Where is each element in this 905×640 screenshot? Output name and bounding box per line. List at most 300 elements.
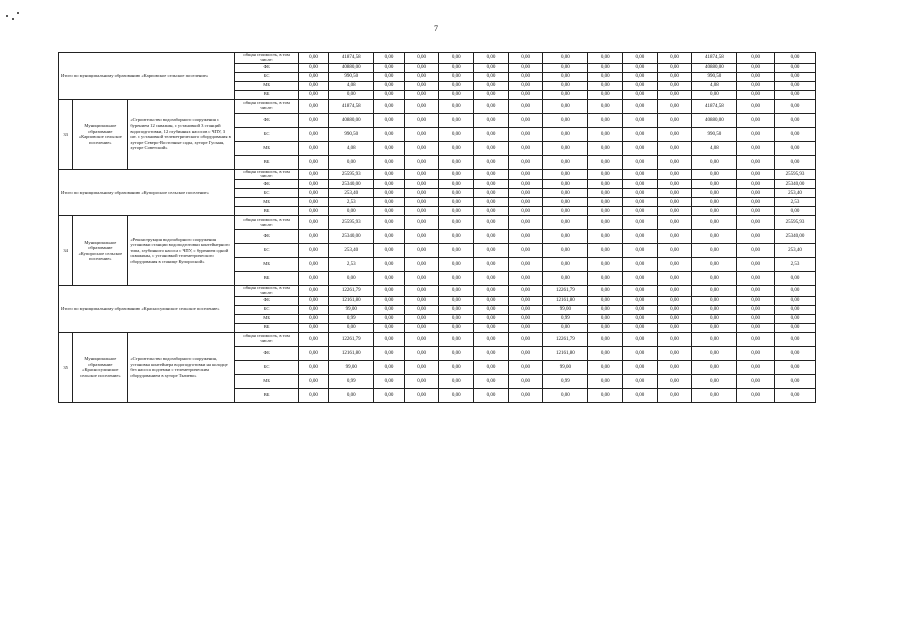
value-cell: 0,00 [508,207,543,216]
value-cell: 25595,93 [329,169,374,180]
value-cell: 0,00 [439,180,474,189]
value-cell: 0,00 [737,332,775,346]
value-cell: 0,00 [474,314,509,323]
value-cell: 0,00 [623,360,658,374]
value-cell: 0,00 [404,346,439,360]
value-cell: 0,00 [657,360,692,374]
value-cell: 0,00 [374,388,405,402]
value-cell: 0,00 [439,216,474,230]
value-cell: 0,00 [374,286,405,297]
value-cell: 0,00 [774,113,815,127]
funding-type: ВБ [235,155,298,169]
value-cell: 2,53 [329,258,374,272]
value-cell: 0,00 [298,63,329,72]
value-cell: 2,53 [774,198,815,207]
funding-type: ВБ [235,207,298,216]
value-cell: 2,53 [774,258,815,272]
value-cell: 0,00 [543,180,588,189]
value-cell: 0,00 [298,305,329,314]
value-cell: 0,00 [737,99,775,113]
value-cell: 990,50 [692,127,737,141]
value-cell: 4,08 [692,81,737,90]
value-cell: 0,00 [623,113,658,127]
value-cell: 4,08 [329,81,374,90]
value-cell: 0,00 [474,374,509,388]
value-cell: 0,00 [588,99,623,113]
funding-type: ФБ [235,230,298,244]
value-cell: 0,00 [298,81,329,90]
value-cell: 0,00 [298,180,329,189]
value-cell: 0,00 [374,305,405,314]
value-cell: 0,00 [774,332,815,346]
value-cell: 0,00 [588,230,623,244]
value-cell: 0,00 [374,155,405,169]
value-cell: 12261,79 [329,286,374,297]
value-cell: 0,00 [588,286,623,297]
value-cell: 0,00 [374,189,405,198]
value-cell: 0,00 [439,198,474,207]
value-cell: 0,00 [623,272,658,286]
value-cell: 0,00 [623,323,658,332]
value-cell: 0,00 [692,360,737,374]
value-cell: 0,00 [623,207,658,216]
value-cell: 0,00 [588,258,623,272]
value-cell: 0,00 [374,346,405,360]
value-cell: 0,00 [657,198,692,207]
value-cell: 0,00 [508,286,543,297]
value-cell: 0,00 [774,305,815,314]
value-cell: 0,00 [588,90,623,99]
value-cell: 0,00 [474,332,509,346]
value-cell: 0,00 [474,286,509,297]
value-cell: 0,00 [374,272,405,286]
value-cell: 99,00 [329,360,374,374]
value-cell: 0,00 [692,314,737,323]
value-cell: 0,00 [657,332,692,346]
value-cell: 0,00 [329,90,374,99]
value-cell: 0,00 [298,189,329,198]
value-cell: 0,00 [543,90,588,99]
value-cell: 0,00 [374,198,405,207]
value-cell: 0,00 [588,360,623,374]
funding-type: МБ [235,314,298,323]
value-cell: 0,00 [404,332,439,346]
value-cell: 0,00 [508,63,543,72]
value-cell: 0,00 [298,113,329,127]
value-cell: 0,00 [404,180,439,189]
funding-type: МБ [235,81,298,90]
value-cell: 0,00 [404,81,439,90]
item-row [59,332,816,346]
value-cell: 0,00 [774,323,815,332]
value-cell: 0,00 [298,244,329,258]
funding-type: ВБ [235,388,298,402]
value-cell: 0,00 [657,141,692,155]
value-cell: 0,00 [692,189,737,198]
value-cell: 0,00 [404,360,439,374]
value-cell: 0,00 [588,346,623,360]
value-cell: 0,00 [543,244,588,258]
value-cell: 0,00 [692,388,737,402]
value-cell: 0,00 [474,169,509,180]
value-cell: 0,00 [404,72,439,81]
value-cell: 0,00 [774,374,815,388]
value-cell: 99,00 [543,360,588,374]
value-cell: 0,00 [737,198,775,207]
value-cell: 0,00 [474,323,509,332]
value-cell: 0,00 [439,314,474,323]
value-cell: 25340,00 [329,230,374,244]
funding-type: БС [235,244,298,258]
value-cell: 0,00 [474,305,509,314]
value-cell: 0,00 [374,127,405,141]
value-cell: 0,00 [508,81,543,90]
value-cell: 0,00 [588,169,623,180]
value-cell: 0,00 [657,272,692,286]
value-cell: 253,40 [774,244,815,258]
value-cell: 0,00 [474,180,509,189]
value-cell: 0,00 [737,141,775,155]
value-cell: 0,00 [543,216,588,230]
value-cell: 0,00 [508,332,543,346]
value-cell: 0,00 [623,72,658,81]
item-municipality: Муниципальное образование «Купоросное сельское поселение» [73,216,128,286]
value-cell: 0,00 [298,141,329,155]
value-cell: 0,00 [329,272,374,286]
item-municipality: Муниципальное образование «Карповское сельское поселение» [73,99,128,169]
value-cell: 0,00 [692,258,737,272]
item-number: 35 [59,332,73,402]
value-cell: 0,00 [692,180,737,189]
value-cell: 0,00 [774,90,815,99]
scan-speck [6,15,8,17]
value-cell: 0,00 [774,272,815,286]
value-cell: 0,00 [439,127,474,141]
value-cell: 0,00 [692,244,737,258]
value-cell: 0,00 [737,286,775,297]
value-cell: 0,00 [404,296,439,305]
value-cell: 0,00 [298,323,329,332]
value-cell: 0,00 [623,388,658,402]
scan-speck [12,18,14,20]
funding-type: ВБ [235,323,298,332]
value-cell: 0,00 [657,155,692,169]
funding-type: общая стоимость, в том числе: [235,216,298,230]
value-cell: 0,00 [404,286,439,297]
value-cell: 0,00 [588,180,623,189]
value-cell: 0,00 [657,374,692,388]
value-cell: 0,00 [474,360,509,374]
value-cell: 0,00 [298,198,329,207]
value-cell: 0,00 [623,81,658,90]
value-cell: 0,00 [588,141,623,155]
value-cell: 0,00 [623,346,658,360]
value-cell: 0,00 [298,346,329,360]
value-cell: 0,00 [439,90,474,99]
value-cell: 0,00 [404,127,439,141]
value-cell: 12161,80 [543,296,588,305]
value-cell: 0,00 [508,230,543,244]
funding-type: БС [235,189,298,198]
value-cell: 0,00 [474,72,509,81]
value-cell: 0,00 [298,272,329,286]
value-cell: 0,00 [508,189,543,198]
value-cell: 0,99 [543,314,588,323]
item-municipality: Муниципальное образование «Красносулинское сельское поселение» [73,332,128,402]
value-cell: 0,00 [439,323,474,332]
value-cell: 0,00 [374,63,405,72]
value-cell: 0,00 [439,63,474,72]
value-cell: 0,00 [657,90,692,99]
value-cell: 0,00 [737,323,775,332]
value-cell: 0,00 [298,296,329,305]
value-cell: 0,00 [774,53,815,64]
value-cell: 0,00 [474,346,509,360]
funding-type: БС [235,305,298,314]
value-cell: 40880,00 [329,63,374,72]
value-cell: 0,00 [508,374,543,388]
value-cell: 0,00 [508,216,543,230]
value-cell: 0,00 [737,63,775,72]
value-cell: 0,99 [329,314,374,323]
value-cell: 0,00 [692,216,737,230]
value-cell: 0,00 [657,314,692,323]
value-cell: 0,00 [737,155,775,169]
value-cell: 0,00 [329,323,374,332]
value-cell: 0,00 [298,72,329,81]
value-cell: 0,00 [298,155,329,169]
value-cell: 0,00 [404,99,439,113]
value-cell: 0,00 [474,113,509,127]
value-cell: 0,00 [374,53,405,64]
value-cell: 0,00 [474,272,509,286]
value-cell: 0,00 [737,296,775,305]
value-cell: 0,00 [474,244,509,258]
value-cell: 0,00 [298,360,329,374]
value-cell: 0,00 [298,99,329,113]
value-cell: 0,00 [374,296,405,305]
value-cell: 0,00 [298,90,329,99]
value-cell: 0,00 [298,207,329,216]
value-cell: 0,00 [543,169,588,180]
value-cell: 0,00 [588,63,623,72]
value-cell: 0,00 [588,216,623,230]
value-cell: 0,00 [657,180,692,189]
value-cell: 0,00 [737,388,775,402]
value-cell: 0,00 [737,127,775,141]
value-cell: 0,00 [404,90,439,99]
item-description: «Строительство водозаборного сооружения, установка контейнера водоподготовки на колодце без насоса подземки с телеметрическим оборудованием в хуторе Ткачево» [128,332,235,402]
value-cell: 0,00 [774,155,815,169]
value-cell: 0,00 [404,198,439,207]
funding-type: ФБ [235,63,298,72]
value-cell: 0,00 [374,258,405,272]
item-number: 34 [59,216,73,286]
value-cell: 0,00 [774,207,815,216]
value-cell: 0,00 [439,332,474,346]
value-cell: 0,00 [623,99,658,113]
value-cell: 0,00 [692,90,737,99]
value-cell: 0,00 [298,216,329,230]
value-cell: 0,00 [374,230,405,244]
value-cell: 0,00 [374,90,405,99]
value-cell: 0,00 [298,127,329,141]
funding-type: БС [235,127,298,141]
value-cell: 25595,93 [774,216,815,230]
value-cell: 0,00 [329,207,374,216]
value-cell: 0,00 [474,155,509,169]
value-cell: 0,00 [439,207,474,216]
value-cell: 0,00 [439,258,474,272]
value-cell: 990,50 [692,72,737,81]
value-cell: 0,00 [374,244,405,258]
value-cell: 0,00 [623,314,658,323]
value-cell: 0,00 [588,305,623,314]
value-cell: 0,00 [623,127,658,141]
value-cell: 0,00 [588,155,623,169]
value-cell: 0,00 [588,53,623,64]
value-cell: 0,00 [439,141,474,155]
value-cell: 0,00 [508,169,543,180]
value-cell: 0,00 [657,286,692,297]
value-cell: 0,00 [588,374,623,388]
value-cell: 0,00 [298,53,329,64]
value-cell: 0,00 [474,90,509,99]
value-cell: 0,00 [404,305,439,314]
value-cell: 0,00 [692,323,737,332]
value-cell: 0,00 [374,332,405,346]
value-cell: 0,00 [474,81,509,90]
value-cell: 0,00 [474,141,509,155]
value-cell: 253,40 [329,244,374,258]
value-cell: 0,00 [543,323,588,332]
value-cell: 0,00 [692,230,737,244]
value-cell: 0,00 [623,155,658,169]
value-cell: 0,00 [404,155,439,169]
value-cell: 0,00 [439,244,474,258]
value-cell: 0,00 [623,141,658,155]
value-cell: 0,00 [508,346,543,360]
item-row [59,216,816,230]
value-cell: 0,00 [543,198,588,207]
value-cell: 0,00 [588,127,623,141]
value-cell: 0,00 [439,296,474,305]
value-cell: 0,00 [737,346,775,360]
value-cell: 0,00 [543,189,588,198]
value-cell: 0,00 [737,53,775,64]
value-cell: 0,00 [374,99,405,113]
funding-type: БС [235,360,298,374]
funding-type: ФБ [235,296,298,305]
value-cell: 0,00 [404,244,439,258]
value-cell: 0,00 [543,155,588,169]
value-cell: 0,00 [404,388,439,402]
value-cell: 0,00 [439,72,474,81]
value-cell: 12261,79 [543,332,588,346]
value-cell: 0,00 [508,198,543,207]
value-cell: 0,00 [588,207,623,216]
value-cell: 0,00 [404,207,439,216]
value-cell: 0,00 [692,305,737,314]
value-cell: 0,00 [508,323,543,332]
value-cell: 0,00 [692,169,737,180]
value-cell: 0,00 [657,230,692,244]
value-cell: 0,00 [439,346,474,360]
value-cell: 0,00 [657,127,692,141]
value-cell: 0,00 [657,305,692,314]
value-cell: 0,00 [474,63,509,72]
value-cell: 0,00 [508,155,543,169]
value-cell: 0,00 [623,53,658,64]
value-cell: 0,00 [508,53,543,64]
value-cell: 0,00 [692,286,737,297]
value-cell: 40880,00 [329,113,374,127]
funding-type: ВБ [235,90,298,99]
value-cell: 0,00 [439,374,474,388]
value-cell: 25340,00 [329,180,374,189]
value-cell: 0,00 [374,113,405,127]
value-cell: 0,00 [404,272,439,286]
value-cell: 0,00 [474,127,509,141]
value-cell: 990,50 [329,127,374,141]
value-cell: 0,00 [623,296,658,305]
item-description: «Строительство водозаборного сооружения с бурением 12 скважин, с установкой 3 станций водоподготовки, 12 глубинных насосов с ЧПУ, 3 шт. с установкой телеметрического оборудования в хуторе Северо-Восточные сады, хуторе Гусыня, хуторе Советский» [128,99,235,169]
funding-type: МБ [235,258,298,272]
funding-type: общая стоимость, в том числе: [235,99,298,113]
value-cell: 0,00 [439,388,474,402]
value-cell: 0,00 [588,81,623,90]
funding-type: БС [235,72,298,81]
value-cell: 0,00 [623,305,658,314]
value-cell: 0,00 [474,296,509,305]
value-cell: 0,00 [692,198,737,207]
value-cell: 0,00 [657,99,692,113]
value-cell: 0,00 [737,189,775,198]
value-cell: 0,00 [508,127,543,141]
value-cell: 4,08 [692,141,737,155]
value-cell: 0,00 [374,216,405,230]
budget-table [58,52,816,403]
value-cell: 0,00 [737,90,775,99]
item-description: «Реконструкция водозаборного сооружения установки станции водоподготовки контейнерного типа, глубинного насоса с ЧПУ, с бурением одной скважины, с установкой телеметрического оборудования в станице Купоросной» [128,216,235,286]
value-cell: 0,00 [543,99,588,113]
value-cell: 0,00 [774,360,815,374]
value-cell: 0,00 [774,63,815,72]
value-cell: 0,00 [404,113,439,127]
value-cell: 0,00 [543,141,588,155]
value-cell: 25340,00 [774,230,815,244]
value-cell: 0,00 [737,305,775,314]
value-cell: 99,00 [329,305,374,314]
value-cell: 0,00 [588,323,623,332]
value-cell: 0,00 [657,81,692,90]
value-cell: 0,00 [737,216,775,230]
value-cell: 0,00 [543,258,588,272]
value-cell: 253,40 [329,189,374,198]
value-cell: 0,00 [657,296,692,305]
value-cell: 12161,80 [543,346,588,360]
value-cell: 0,00 [623,286,658,297]
value-cell: 0,00 [404,216,439,230]
value-cell: 0,00 [623,189,658,198]
value-cell: 0,00 [374,323,405,332]
funding-type: общая стоимость, в том числе: [235,169,298,180]
value-cell: 0,00 [692,155,737,169]
value-cell: 0,00 [737,81,775,90]
value-cell: 0,00 [474,53,509,64]
value-cell: 0,00 [439,169,474,180]
value-cell: 0,00 [588,388,623,402]
